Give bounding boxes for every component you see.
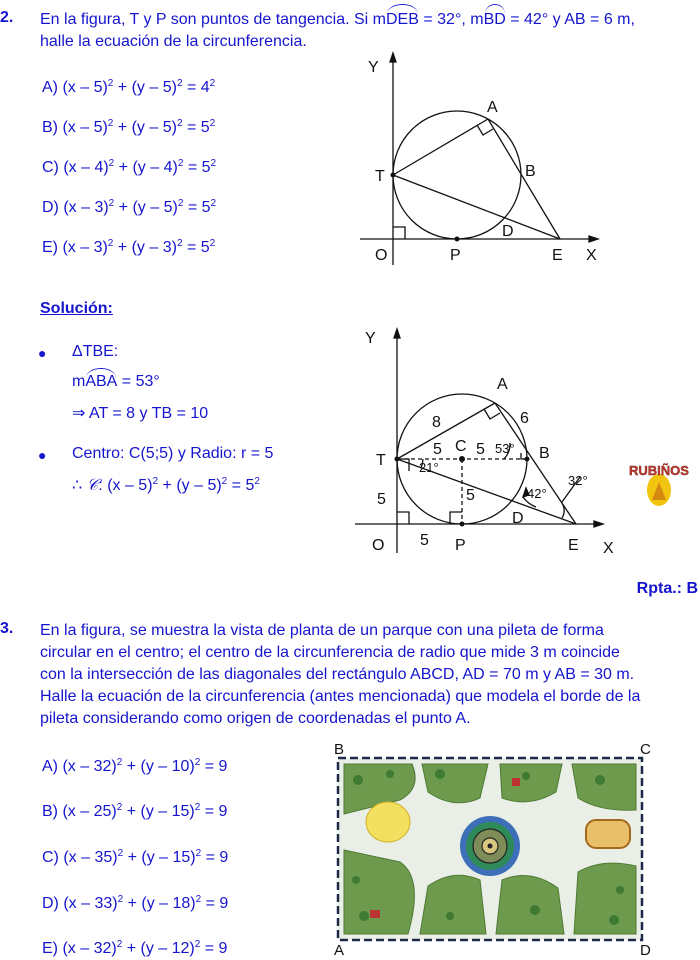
statement-text: halle la ecuación de la circunferencia. <box>40 33 307 50</box>
solution-final: ∴ 𝒞: $(x - 5)^2 + (y - 5)^2 = 5^2$ <box>72 475 260 494</box>
fig2-side-5: 5 <box>466 487 475 504</box>
park-corner-b: B <box>334 741 345 758</box>
fig2-label-y: Y <box>365 330 376 347</box>
fig2-label-e: E <box>568 537 579 554</box>
park-corner-d: D <box>640 942 651 958</box>
fig2-label-p: P <box>455 537 466 554</box>
fig2-angle-42: 42° <box>527 486 547 501</box>
fig1-label-a: A <box>487 99 498 116</box>
problem-2-number: 2. <box>0 9 14 26</box>
fig2-label-t: T <box>376 452 386 469</box>
fig2-label-d: D <box>512 510 524 527</box>
fig2-side-6: 6 <box>520 410 529 427</box>
fig2-label-a: A <box>497 376 508 393</box>
rubinos-logo <box>628 452 690 512</box>
fig2-side-8: 8 <box>432 414 441 431</box>
fig2-angle-32: 32° <box>568 473 588 488</box>
park-corner-a: A <box>334 942 345 958</box>
statement-text: = 32°, m <box>418 11 484 28</box>
fig2-side-5: 5 <box>433 441 442 458</box>
fig2-label-c: C <box>455 438 467 455</box>
solution-arc-measure: mABA = 53° <box>72 373 160 390</box>
fig2-label-o: O <box>372 537 385 554</box>
option-b: B) $(x - 5)^2 + (y - 5)^2 = 5^2$ <box>42 118 216 136</box>
fig1-label-p: P <box>450 247 461 264</box>
fig2-label-b: B <box>539 445 550 462</box>
fig2-side-5: 5 <box>476 441 485 458</box>
figure-2-solution <box>340 325 630 560</box>
park-corner-c: C <box>640 741 651 758</box>
problem-3-number: 3. <box>0 620 14 637</box>
option-a: A) $(x - 5)^2 + (y - 5)^2 = 4^2$ <box>42 78 216 96</box>
fig2-angle-53: 53° <box>495 441 515 456</box>
solution-center: Centro: C(5;5) y Radio: r = 5 <box>72 445 274 462</box>
logo-text: RUBIÑOS <box>629 463 689 478</box>
fig1-label-b: B <box>525 163 536 180</box>
arc-deb: DEB <box>386 9 419 31</box>
fig1-label-e: E <box>552 247 563 264</box>
statement-text: En la figura, T y P son puntos de tangencia. Si m <box>40 11 386 28</box>
fig2-side-5: 5 <box>377 491 386 508</box>
bullet-icon: ● <box>38 345 47 361</box>
bullet-icon: ● <box>38 447 47 463</box>
option-a: A) (x – 32)$^2$ + (y – 10)$^2$ = 9 <box>42 757 228 775</box>
answer-label: Rpta.: B <box>636 580 698 597</box>
option-b: B) (x – 25)$^2$ + (y – 15)$^2$ = 9 <box>42 802 228 820</box>
arc-aba: ABA <box>85 373 118 390</box>
statement-text: = 42° y AB = 6 m, <box>505 11 635 28</box>
park-plan-figure <box>330 740 660 958</box>
option-c: C) $(x - 4)^2 + (y - 4)^2 = 5^2$ <box>42 158 217 176</box>
fig1-label-y: Y <box>368 59 379 76</box>
option-d: D) $(x - 3)^2 + (y - 5)^2 = 5^2$ <box>42 198 217 216</box>
solution-triangle: ΔTBE: <box>72 343 119 360</box>
fig2-label-x: X <box>603 540 614 557</box>
solution-heading: Solución: <box>40 300 113 317</box>
fig1-label-x: X <box>586 247 597 264</box>
option-e: E) (x – 32)$^2$ + (y – 12)$^2$ = 9 <box>42 939 228 957</box>
fig1-label-d: D <box>502 223 514 240</box>
problem-3-statement: En la figura, se muestra la vista de planta de un parque con una pileta de forma circular en el centro; el centro de la circunferencia de radio que mide 3 m coincide con la intersección de las diagonales del rectángulo ABCD, AD = 70 m y AB = 30 m. Halle la ecuación de la circunferencia (antes mencionada) que modela el borde de la pileta considerando como origen de coordenadas el punto A. <box>40 622 641 727</box>
option-d: D) (x – 33)$^2$ + (y – 18)$^2$ = 9 <box>42 894 229 912</box>
fig2-side-5: 5 <box>420 532 429 549</box>
arc-bd: BD <box>484 9 506 31</box>
solution-implies: ⇒ AT = 8 y TB = 10 <box>72 405 209 422</box>
figure-1-tangent-circle <box>350 50 620 275</box>
option-c: C) (x – 35)$^2$ + (y – 15)$^2$ = 9 <box>42 848 229 866</box>
problem-2-statement <box>40 9 695 53</box>
fig1-label-o: O <box>375 247 388 264</box>
fig2-angle-21: 21° <box>419 460 439 475</box>
option-e: E) $(x - 3)^2 + (y - 3)^2 = 5^2$ <box>42 238 216 256</box>
fig1-label-t: T <box>375 168 385 185</box>
